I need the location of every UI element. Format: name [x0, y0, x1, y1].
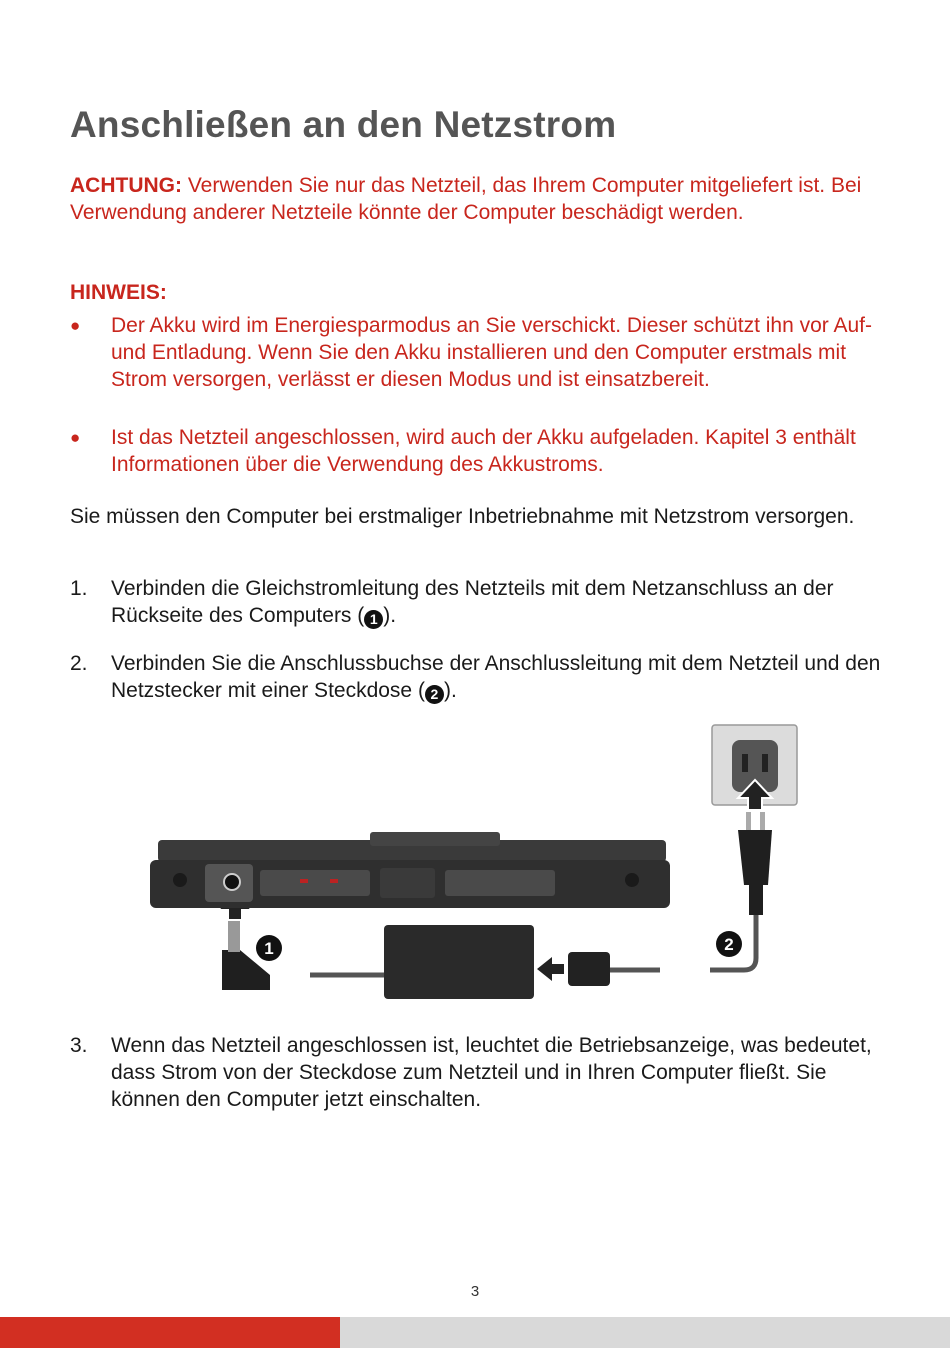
- arrow-left-icon: [537, 957, 564, 981]
- step-number: 3.: [70, 1034, 88, 1057]
- power-adapter: [384, 925, 534, 999]
- callout-2-label: 2: [724, 935, 734, 954]
- note-item: [70, 312, 890, 422]
- footer-bar-grey: [340, 1317, 950, 1348]
- step-item: [70, 650, 890, 706]
- footer-bar-red: [0, 1317, 340, 1348]
- ac-cord-connector: [568, 952, 610, 986]
- bullet-icon: ●: [70, 428, 81, 447]
- step-text: Wenn das Netzteil angeschlossen ist, leuchtet die Betriebsanzeige, was bedeutet, dass Strom von der Steckdose zum Netzteil und in Ihren Computer fließt. Sie können den Computer jetzt einschalten.: [111, 1034, 872, 1111]
- callout-marker-2: 2: [425, 685, 444, 704]
- step-number: 1.: [70, 577, 88, 600]
- caution-text: Verwenden Sie nur das Netzteil, das Ihrem Computer mitgeliefert ist. Bei Verwendung anderer Netzteile könnte der Computer beschädigt werden.: [70, 174, 862, 224]
- ac-plug: [738, 812, 772, 915]
- bullet-icon: ●: [70, 316, 81, 335]
- step-text: Verbinden die Gleichstromleitung des Netzteils mit dem Netzanschluss an der Rückseite des Computers ( 1 ).: [111, 577, 834, 627]
- intro-paragraph: Sie müssen den Computer bei erstmaliger Inbetriebnahme mit Netzstrom versorgen.: [70, 505, 855, 528]
- step-text: Verbinden Sie die Anschlussbuchse der Anschlussleitung mit dem Netzteil und den Netzstecker mit einer Steckdose ( 2 ).: [111, 652, 881, 702]
- page-number: 3: [470, 1283, 480, 1300]
- power-connection-illustration: [140, 720, 820, 1010]
- page-title: Anschließen an den Netzstrom: [70, 104, 617, 145]
- note-item-text: Der Akku wird im Energiesparmodus an Sie verschickt. Dieser schützt ihn vor Auf- und Entladung. Wenn Sie den Akku installieren und den Computer erstmals mit Strom versorgen, verlässt er diesen Modus und ist einsatzbereit.: [111, 314, 872, 391]
- step-item: [70, 1032, 890, 1114]
- step-item: [70, 575, 890, 631]
- note-item-text: Ist das Netzteil angeschlossen, wird auch der Akku aufgeladen. Kapitel 3 enthält Informationen über die Verwendung des Akkustroms.: [111, 426, 856, 476]
- step-number: 2.: [70, 652, 88, 675]
- callout-marker-1: 1: [364, 610, 383, 629]
- laptop-rear-view: [150, 832, 670, 908]
- note-label: HINWEIS:: [70, 281, 167, 304]
- callout-1-label: 1: [264, 939, 274, 958]
- caution-paragraph: [70, 172, 890, 226]
- note-item: [70, 424, 890, 480]
- caution-label: ACHTUNG:: [70, 174, 182, 197]
